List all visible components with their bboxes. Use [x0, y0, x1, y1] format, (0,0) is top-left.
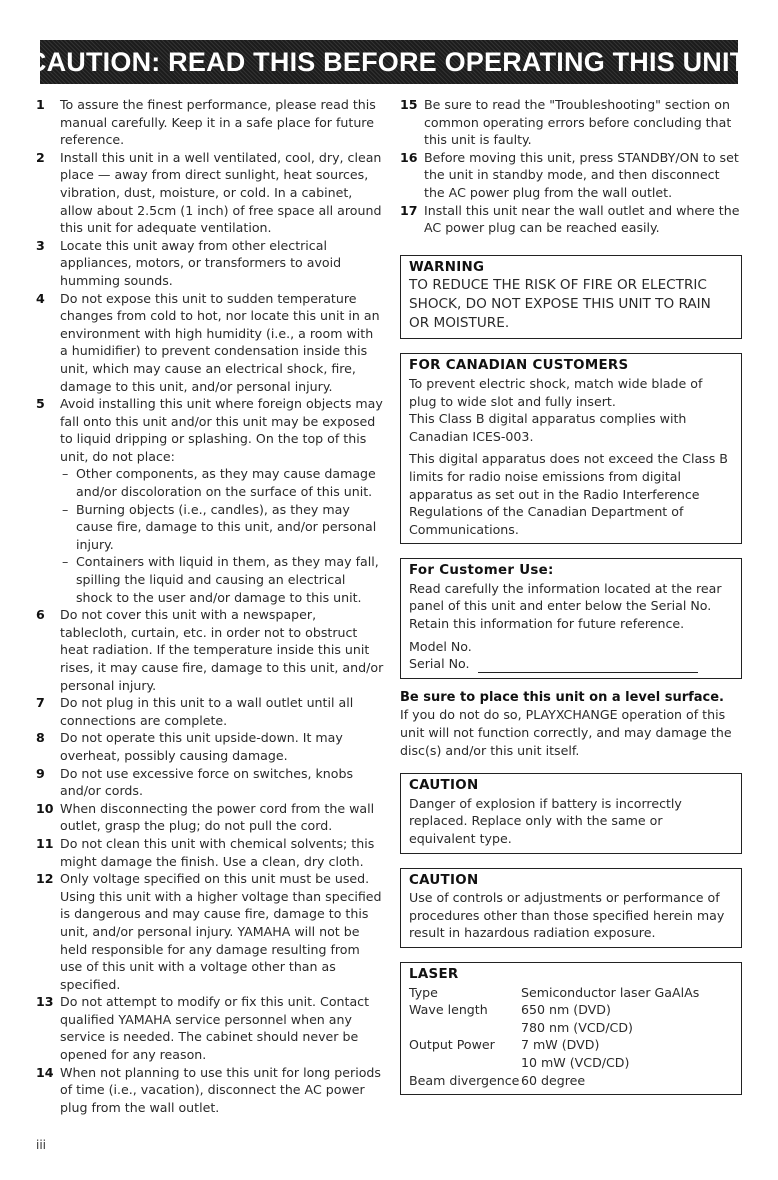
laser-spec-row [409, 984, 733, 1002]
serial-no-label: Serial No. [409, 656, 470, 672]
warning-box [400, 255, 742, 340]
item-number: 3 [36, 237, 45, 253]
list-item [36, 694, 384, 729]
spec-key [409, 1019, 521, 1037]
laser-spec-table [409, 984, 733, 1090]
item-text: Do not use excessive force on switches, knobs and/or cords. [60, 765, 354, 799]
spec-value: 60 degree [521, 1072, 586, 1088]
list-item [36, 993, 384, 1063]
level-surface-note [400, 689, 742, 759]
customer-use-box [400, 558, 742, 679]
left-column [36, 96, 384, 1116]
item-number: 4 [36, 290, 45, 306]
canadian-customers-box [400, 353, 742, 544]
item-text: Install this unit in a well ventilated, cool, dry, clean place — away from direct sunlight, heat sources, vibration, dust, moisture, or cold. In a cabinet, allow about 2.5cm (1 inch) of free space all around this unit for adequate ventilation. [60, 149, 382, 236]
item-number: 8 [36, 730, 45, 746]
sub-item: – Containers with liquid in them, as they may fall, spilling the liquid and causing an electrical shock to the user and/or damage to this unit. [60, 553, 384, 606]
item-number: 1 [36, 97, 45, 112]
item-number: 14 [36, 1064, 54, 1080]
customer-p2: Retain this information for future reference. [409, 616, 685, 632]
warning-text: TO REDUCE THE RISK OF FIRE OR ELECTRIC SHOCK, DO NOT EXPOSE THIS UNIT TO RAIN OR MOISTURE. [409, 277, 711, 332]
item-text: Do not clean this unit with chemical solvents; this might damage the finish. Use a clean, dry cloth. [60, 835, 375, 869]
laser-spec-row [409, 1019, 733, 1037]
item-number: 2 [36, 149, 45, 165]
canadian-p1: To prevent electric shock, match wide blade of plug to wide slot and fully insert. [409, 375, 703, 409]
list-item [36, 96, 384, 149]
caution1-title: CAUTION [409, 778, 479, 794]
laser-title: LASER [409, 966, 459, 982]
spec-value: 650 nm (DVD) [521, 1002, 611, 1018]
item-text: Do not attempt to modify or fix this unit. Contact qualified YAMAHA service personnel when any service is needed. The cabinet should never be opened for any reason. [60, 994, 370, 1063]
page-number: iii [36, 1138, 47, 1152]
warning-title: WARNING [409, 259, 485, 275]
list-item [400, 96, 742, 149]
laser-spec-row [409, 1072, 733, 1090]
item-text: Locate this unit away from other electrical appliances, motors, or transformers to avoid humming sounds. [60, 237, 342, 288]
spec-key [409, 1054, 521, 1072]
list-item [36, 606, 384, 694]
item-text: Avoid installing this unit where foreign objects may fall onto this unit and/or this unit may be exposed to liquid dripping or splashing. On the top of this unit, do not place: [60, 396, 383, 464]
laser-spec-row [409, 1054, 733, 1072]
laser-spec-row [409, 1001, 733, 1019]
spec-key: Output Power [409, 1037, 495, 1053]
item-number: 16 [400, 149, 418, 165]
list-item [36, 729, 384, 764]
spec-value: 7 mW (DVD) [521, 1037, 600, 1053]
laser-box [400, 962, 742, 1095]
caution1-text: Danger of explosion if battery is incorrectly replaced. Replace only with the same or equivalent type. [409, 795, 682, 846]
model-no-label: Model No. [409, 638, 472, 654]
item-text: Do not expose this unit to sudden temperature changes from cold to hot, nor locate this unit in an environment with high humidity (i.e., a room with a humidifier) to prevent condensation inside this unit, which may cause an electrical shock, fire, damage to this unit, and/or personal injury. [60, 290, 380, 394]
canadian-p2: This Class B digital apparatus complies with Canadian ICES-003. [409, 411, 687, 444]
spec-value: 10 mW (VCD/CD) [521, 1054, 630, 1070]
item-text: When not planning to use this unit for long periods of time (i.e., vacation), disconnect the AC power plug from the wall outlet. [60, 1064, 381, 1115]
item-number: 6 [36, 607, 45, 623]
item-number: 10 [36, 800, 54, 816]
caution-battery-box [400, 773, 742, 853]
level-text: If you do not do so, PLAYXCHANGE operation of this unit will not function correctly, and may damage the disc(s) and/or this unit itself. [400, 707, 732, 758]
item-number: 17 [400, 202, 418, 218]
list-item [36, 800, 384, 835]
item-text: Do not plug in this unit to a wall outlet until all connections are complete. [60, 695, 354, 728]
item-text: Do not cover this unit with a newspaper, tablecloth, curtain, etc. in order not to obstruct heat radiation. If the temperature inside this unit rises, it may cause fire, damage to this unit, and/or personal injury. [60, 607, 384, 693]
sub-item: – Burning objects (i.e., candles), as they may cause fire, damage to this unit, and/or personal injury. [60, 501, 384, 554]
item-number: 11 [36, 835, 54, 851]
serial-no-row [409, 655, 733, 673]
item-number: 13 [36, 994, 54, 1010]
item-number: 15 [400, 97, 418, 112]
banner-title: CAUTION: READ THIS BEFORE OPERATING THIS UNIT. [26, 46, 752, 77]
canadian-title: FOR CANADIAN CUSTOMERS [409, 358, 629, 374]
list-item [36, 870, 384, 993]
item-text: When disconnecting the power cord from the wall outlet, grasp the plug; do not pull the cord. [60, 800, 375, 834]
caution-controls-box [400, 868, 742, 948]
right-column [400, 96, 742, 1105]
list-item [400, 149, 742, 202]
sub-item: – Other components, as they may cause damage and/or discoloration on the surface of this unit. [60, 465, 384, 500]
list-item [36, 1064, 384, 1117]
safety-list-left [36, 96, 384, 1116]
safety-list-right [400, 96, 742, 237]
spec-key: Type [409, 984, 438, 1000]
list-item [400, 202, 742, 237]
customer-title: For Customer Use: [409, 563, 554, 579]
caution2-title: CAUTION [409, 872, 479, 888]
item-text: Do not operate this unit upside-down. It may overheat, possibly causing damage. [60, 730, 343, 763]
list-item [36, 835, 384, 870]
item-text: Only voltage specified on this unit must be used. Using this unit with a higher voltage than specified is dangerous and may cause fire, damage to this unit, and/or personal injury. YAMAHA will not be held responsible for any damage resulting from use of this unit with a voltage other than as specified. [60, 871, 382, 992]
item-number: 5 [36, 396, 45, 412]
item-text: To assure the finest performance, please read this manual carefully. Keep it in a safe place for future reference. [60, 97, 376, 148]
spec-key: Wave length [409, 1002, 488, 1018]
list-item [36, 237, 384, 290]
item-number: 9 [36, 765, 45, 781]
level-title: Be sure to place this unit on a level surface. [400, 689, 724, 705]
item-text: Install this unit near the wall outlet and where the AC power plug can be reached easily. [424, 202, 740, 236]
item-number: 7 [36, 695, 45, 711]
spec-value: Semiconductor laser GaAlAs [521, 984, 700, 1000]
canadian-p3: This digital apparatus does not exceed the Class B limits for radio noise emissions from digital apparatus as set out in the Radio Interference Regulations of the Canadian Department of Communications. [409, 451, 728, 537]
spec-key: Beam divergence [409, 1072, 520, 1088]
item-number: 12 [36, 871, 54, 887]
caution-banner [26, 40, 752, 84]
item-text: Before moving this unit, press STANDBY/ON to set the unit in standby mode, and then disconnect the AC power plug from the wall outlet. [424, 149, 739, 200]
customer-p1: Read carefully the information located at the rear panel of this unit and enter below the Serial No. [409, 580, 722, 614]
serial-no-line [478, 660, 698, 673]
list-item [36, 765, 384, 800]
list-item [36, 395, 384, 606]
spec-value: 780 nm (VCD/CD) [521, 1019, 633, 1035]
laser-spec-row [409, 1036, 733, 1054]
item-text: Be sure to read the "Troubleshooting" section on common operating errors before concluding that this unit is faulty. [424, 97, 732, 148]
list-item [36, 149, 384, 237]
caution2-text: Use of controls or adjustments or performance of procedures other than those specified herein may result in hazardous radiation exposure. [409, 890, 725, 941]
list-item [36, 290, 384, 396]
